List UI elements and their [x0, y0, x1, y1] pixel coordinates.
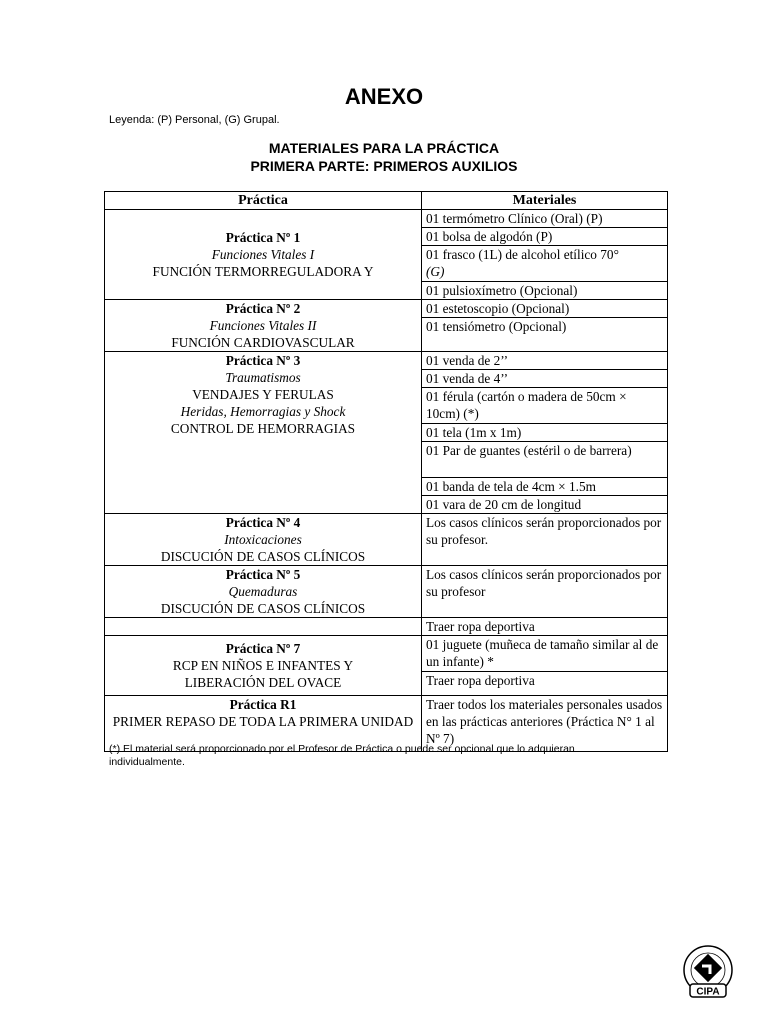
- practica-2-cell: [105, 300, 422, 352]
- practica-3-subtitle-2: Heridas, Hemorragias y Shock: [180, 404, 346, 419]
- material-item: 01 venda de 2’’: [422, 352, 668, 370]
- material-item: 01 juguete (muñeca de tamaño similar al de un infante) *: [422, 636, 668, 672]
- practica-3-number: Práctica Nº 3: [225, 353, 301, 368]
- section-subheading: PRIMERA PARTE: PRIMEROS AUXILIOS: [250, 158, 518, 174]
- material-item: [422, 246, 668, 282]
- material-item: 01 tensiómetro (Opcional): [422, 318, 668, 352]
- footnote: (*) El material será proporcionado por el Profesor de Práctica o puede ser opcional que lo adquieran individualmente.: [109, 743, 575, 768]
- column-header-materiales: Materiales: [422, 192, 668, 210]
- practica-5-cell: [105, 566, 422, 618]
- cipa-logo: [680, 944, 736, 1000]
- material-item: 01 banda de tela de 4cm × 1.5m: [422, 478, 668, 496]
- practica-1-number: Práctica Nº 1: [225, 230, 301, 245]
- material-item: 01 Par de guantes (estéril o de barrera): [422, 442, 668, 478]
- material-item: Los casos clínicos serán proporcionados por su profesor: [422, 566, 668, 618]
- material-item: 01 termómetro Clínico (Oral) (P): [422, 210, 668, 228]
- practica-3-topic-2: CONTROL DE HEMORRAGIAS: [170, 421, 356, 436]
- practica-7-cell: [105, 636, 422, 696]
- practica-1-cell: [105, 210, 422, 300]
- materials-table: [104, 191, 668, 752]
- logo-text: CIPA: [696, 986, 720, 998]
- practica-2-subtitle: Funciones Vitales II: [209, 318, 317, 333]
- material-item: 01 venda de 4’’: [422, 370, 668, 388]
- material-item: 01 bolsa de algodón (P): [422, 228, 668, 246]
- practica-7-topic: RCP EN NIÑOS E INFANTES Y: [172, 658, 354, 673]
- practica-3-topic: VENDAJES Y FERULAS: [192, 387, 334, 402]
- practica-r1-topic: PRIMER REPASO DE TODA LA PRIMERA UNIDAD: [112, 714, 414, 729]
- page-title: ANEXO: [344, 84, 424, 109]
- practica-1-topic: FUNCIÓN TERMORREGULADORA Y: [152, 264, 374, 279]
- practica-4-topic: DISCUCIÓN DE CASOS CLÍNICOS: [160, 549, 366, 564]
- practica-5-number: Práctica Nº 5: [225, 567, 301, 582]
- material-item: 01 férula (cartón o madera de 50cm × 10cm) (*): [422, 388, 668, 424]
- practica-7-number: Práctica Nº 7: [225, 641, 301, 656]
- practica-2-topic: FUNCIÓN CARDIOVASCULAR: [171, 335, 355, 350]
- practica-4-number: Práctica Nº 4: [225, 515, 301, 530]
- column-header-practica: Práctica: [105, 192, 422, 210]
- section-heading: MATERIALES PARA LA PRÁCTICA: [268, 140, 500, 156]
- material-line: (G): [426, 264, 445, 279]
- practica-4-subtitle: Intoxicaciones: [224, 532, 302, 547]
- material-item: Traer ropa deportiva: [422, 618, 668, 636]
- material-item: Los casos clínicos serán proporcionados por su profesor.: [422, 514, 668, 566]
- practica-4-cell: [105, 514, 422, 566]
- practica-3-subtitle: Traumatismos: [225, 370, 301, 385]
- practica-r1-number: Práctica R1: [229, 697, 297, 712]
- practica-7-topic-2: LIBERACIÓN DEL OVACE: [184, 675, 342, 690]
- practica-1-subtitle: Funciones Vitales I: [211, 247, 315, 262]
- material-item: 01 vara de 20 cm de longitud: [422, 496, 668, 514]
- material-line: 01 frasco (1L) de alcohol etílico 70°: [426, 247, 619, 262]
- material-item: 01 pulsioxímetro (Opcional): [422, 282, 668, 300]
- legend-text: Leyenda: (P) Personal, (G) Grupal.: [109, 114, 280, 126]
- material-item: 01 tela (1m x 1m): [422, 424, 668, 442]
- practica-2-number: Práctica Nº 2: [225, 301, 301, 316]
- practica-6-cell: [105, 618, 422, 636]
- practica-5-subtitle: Quemaduras: [228, 584, 298, 599]
- material-item: Traer todos los materiales personales usados en las prácticas anteriores (Práctica N° 1 al Nº 7): [422, 696, 668, 752]
- practica-5-topic: DISCUCIÓN DE CASOS CLÍNICOS: [160, 601, 366, 616]
- material-item: Traer ropa deportiva: [422, 672, 668, 696]
- practica-3-cell: [105, 352, 422, 514]
- material-item: 01 estetoscopio (Opcional): [422, 300, 668, 318]
